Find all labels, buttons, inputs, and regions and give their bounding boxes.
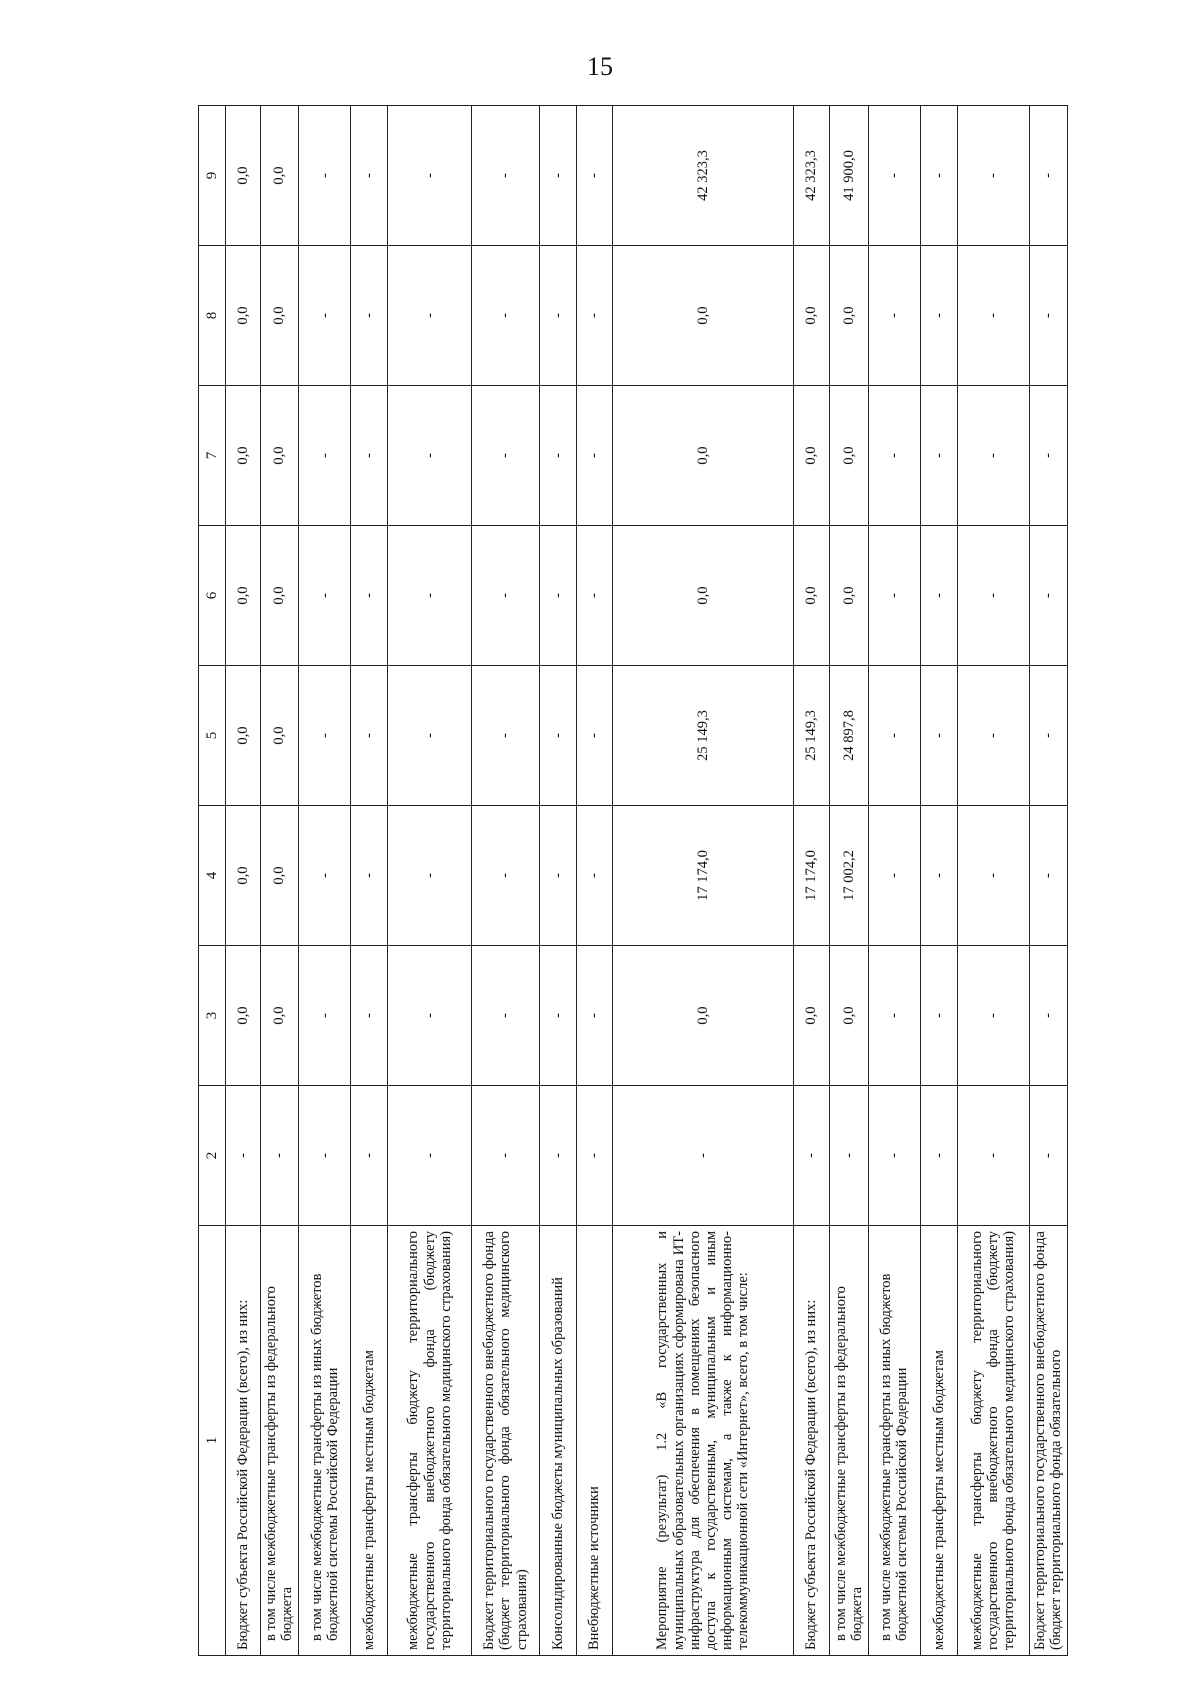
cell-value: -: [351, 666, 388, 806]
column-header: 9: [199, 106, 226, 246]
column-header: 5: [199, 666, 226, 806]
row-label: Бюджет субъекта Российской Федерации (всего), из них:: [226, 1226, 261, 1656]
cell-value: -: [868, 526, 920, 666]
table-row: [260, 106, 298, 1656]
cell-value: -: [868, 946, 920, 1086]
cell-value: 0,0: [830, 526, 868, 666]
row-label: Бюджет субъекта Российской Федерации (всего), из них:: [793, 1226, 830, 1656]
cell-value: -: [830, 1086, 868, 1226]
cell-value: -: [388, 666, 472, 806]
cell-value: 0,0: [260, 106, 298, 246]
cell-value: -: [868, 106, 920, 246]
cell-value: -: [351, 526, 388, 666]
cell-value: 0,0: [793, 526, 830, 666]
table-row: [576, 106, 613, 1656]
table-row: [1029, 106, 1068, 1656]
cell-value: 0,0: [226, 106, 261, 246]
cell-value: 0,0: [226, 386, 261, 526]
row-label: в том числе межбюджетные трансферты из федерального бюджета: [830, 1226, 868, 1656]
cell-value: -: [351, 106, 388, 246]
cell-value: 0,0: [226, 666, 261, 806]
cell-value: 0,0: [226, 526, 261, 666]
cell-value: 17 174,0: [793, 806, 830, 946]
cell-value: -: [351, 386, 388, 526]
cell-value: -: [957, 946, 1029, 1086]
cell-value: -: [957, 1086, 1029, 1226]
cell-value: -: [576, 106, 613, 246]
budget-table: [198, 105, 1068, 1656]
cell-value: -: [299, 666, 351, 806]
table-row: [957, 106, 1029, 1656]
cell-value: 0,0: [226, 946, 261, 1086]
row-label: в том числе межбюджетные трансферты из иных бюджетов бюджетной системы Российской Федерации: [868, 1226, 920, 1656]
cell-value: -: [539, 946, 576, 1086]
cell-value: 42 323,3: [613, 106, 793, 246]
cell-value: -: [388, 1086, 472, 1226]
cell-value: 0,0: [260, 526, 298, 666]
cell-value: -: [576, 666, 613, 806]
cell-value: -: [539, 1086, 576, 1226]
table-row: [830, 106, 868, 1656]
cell-value: 0,0: [613, 246, 793, 386]
column-header: 1: [199, 1226, 226, 1656]
cell-value: -: [957, 246, 1029, 386]
cell-value: -: [1029, 666, 1068, 806]
cell-value: 0,0: [830, 246, 868, 386]
table-row: [299, 106, 351, 1656]
cell-value: -: [351, 946, 388, 1086]
cell-value: 0,0: [830, 386, 868, 526]
cell-value: -: [299, 946, 351, 1086]
table-row: [868, 106, 920, 1656]
cell-value: -: [226, 1086, 261, 1226]
cell-value: -: [868, 1086, 920, 1226]
cell-value: 0,0: [793, 386, 830, 526]
cell-value: -: [957, 526, 1029, 666]
row-label: межбюджетные трансферты местным бюджетам: [921, 1226, 958, 1656]
cell-value: 0,0: [260, 666, 298, 806]
row-label: Консолидированные бюджеты муниципальных образований: [539, 1226, 576, 1656]
cell-value: -: [1029, 246, 1068, 386]
cell-value: -: [1029, 106, 1068, 246]
table-row: [388, 106, 472, 1656]
cell-value: 0,0: [260, 946, 298, 1086]
cell-value: -: [957, 806, 1029, 946]
cell-value: -: [388, 806, 472, 946]
cell-value: -: [576, 1086, 613, 1226]
cell-value: -: [351, 1086, 388, 1226]
cell-value: -: [576, 946, 613, 1086]
cell-value: -: [1029, 806, 1068, 946]
cell-value: -: [576, 386, 613, 526]
cell-value: -: [793, 1086, 830, 1226]
cell-value: -: [921, 246, 958, 386]
row-label: Бюджет территориального государственного внебюджетного фонда (бюджет территориального фонда обязательного: [1029, 1226, 1068, 1656]
cell-value: -: [260, 1086, 298, 1226]
cell-value: -: [1029, 526, 1068, 666]
cell-value: -: [921, 526, 958, 666]
cell-value: 17 174,0: [613, 806, 793, 946]
cell-value: -: [299, 246, 351, 386]
cell-value: 0,0: [226, 246, 261, 386]
cell-value: -: [1029, 386, 1068, 526]
cell-value: -: [868, 386, 920, 526]
column-header: 8: [199, 246, 226, 386]
cell-value: -: [299, 1086, 351, 1226]
cell-value: 24 897,8: [830, 666, 868, 806]
cell-value: -: [576, 246, 613, 386]
cell-value: 0,0: [793, 246, 830, 386]
cell-value: -: [921, 946, 958, 1086]
cell-value: -: [299, 806, 351, 946]
cell-value: -: [299, 526, 351, 666]
cell-value: 41 900,0: [830, 106, 868, 246]
cell-value: 25 149,3: [613, 666, 793, 806]
row-label: в том числе межбюджетные трансферты из федерального бюджета: [260, 1226, 298, 1656]
column-header: 2: [199, 1086, 226, 1226]
cell-value: -: [472, 1086, 540, 1226]
table-row: [351, 106, 388, 1656]
cell-value: -: [539, 246, 576, 386]
cell-value: -: [921, 1086, 958, 1226]
column-header: 4: [199, 806, 226, 946]
column-header: 6: [199, 526, 226, 666]
page-number: 15: [587, 52, 613, 81]
cell-value: 17 002,2: [830, 806, 868, 946]
table-row: [472, 106, 540, 1656]
row-label: межбюджетные трансферты бюджету территориального государственного внебюджетного фонда (бюджету территориального фонда обязательного медицинского страхования): [957, 1226, 1029, 1656]
cell-value: -: [539, 806, 576, 946]
cell-value: -: [472, 106, 540, 246]
cell-value: -: [539, 386, 576, 526]
row-label: Внебюджетные источники: [576, 1226, 613, 1656]
cell-value: -: [613, 1086, 793, 1226]
row-label: межбюджетные трансферты бюджету территориального государственного внебюджетного фонда (бюджету территориального фонда обязательного медицинского страхования): [388, 1226, 472, 1656]
cell-value: -: [539, 526, 576, 666]
table-row: [793, 106, 830, 1656]
cell-value: -: [921, 666, 958, 806]
cell-value: 25 149,3: [793, 666, 830, 806]
cell-value: -: [1029, 946, 1068, 1086]
cell-value: -: [299, 106, 351, 246]
row-label: межбюджетные трансферты местным бюджетам: [351, 1226, 388, 1656]
cell-value: -: [539, 106, 576, 246]
cell-value: 0,0: [613, 386, 793, 526]
cell-value: -: [388, 106, 472, 246]
table-row: [921, 106, 958, 1656]
cell-value: -: [1029, 1086, 1068, 1226]
cell-value: 0,0: [793, 946, 830, 1086]
cell-value: -: [388, 946, 472, 1086]
cell-value: 42 323,3: [793, 106, 830, 246]
cell-value: -: [921, 386, 958, 526]
cell-value: -: [388, 526, 472, 666]
cell-value: -: [351, 806, 388, 946]
table-container: [198, 106, 1068, 1656]
cell-value: -: [472, 526, 540, 666]
cell-value: -: [576, 526, 613, 666]
cell-value: 0,0: [260, 386, 298, 526]
cell-value: -: [472, 806, 540, 946]
cell-value: -: [921, 106, 958, 246]
cell-value: -: [957, 106, 1029, 246]
cell-value: -: [472, 246, 540, 386]
cell-value: 0,0: [260, 246, 298, 386]
cell-value: -: [472, 666, 540, 806]
cell-value: -: [472, 386, 540, 526]
cell-value: 0,0: [226, 806, 261, 946]
cell-value: -: [576, 806, 613, 946]
cell-value: -: [868, 806, 920, 946]
row-label: в том числе межбюджетные трансферты из иных бюджетов бюджетной системы Российской Федерации: [299, 1226, 351, 1656]
cell-value: 0,0: [830, 946, 868, 1086]
cell-value: 0,0: [613, 946, 793, 1086]
table-row: [226, 106, 261, 1656]
cell-value: -: [921, 806, 958, 946]
cell-value: -: [868, 246, 920, 386]
cell-value: -: [388, 246, 472, 386]
column-header: 7: [199, 386, 226, 526]
row-label: Мероприятие (результат) 1.2 «В государственных и муниципальных образовательных организациях сформирована ИТ-инфраструктура для обеспечения в помещениях безопасного доступа к государственным, муниципальным и иным информационным системам, а также к информационно-телекоммуникационной сети «Интернет», всего, в том числе:: [613, 1226, 793, 1656]
cell-value: -: [388, 386, 472, 526]
cell-value: -: [957, 666, 1029, 806]
cell-value: 0,0: [613, 526, 793, 666]
cell-value: -: [957, 386, 1029, 526]
header-row: [199, 106, 226, 1656]
cell-value: 0,0: [260, 806, 298, 946]
column-header: 3: [199, 946, 226, 1086]
cell-value: -: [299, 386, 351, 526]
table-row: [539, 106, 576, 1656]
row-label: Бюджет территориального государственного внебюджетного фонда (бюджет территориального фонда обязательного медицинского страхования): [472, 1226, 540, 1656]
cell-value: -: [539, 666, 576, 806]
cell-value: -: [472, 946, 540, 1086]
cell-value: -: [351, 246, 388, 386]
table-row: [613, 106, 793, 1656]
cell-value: -: [868, 666, 920, 806]
